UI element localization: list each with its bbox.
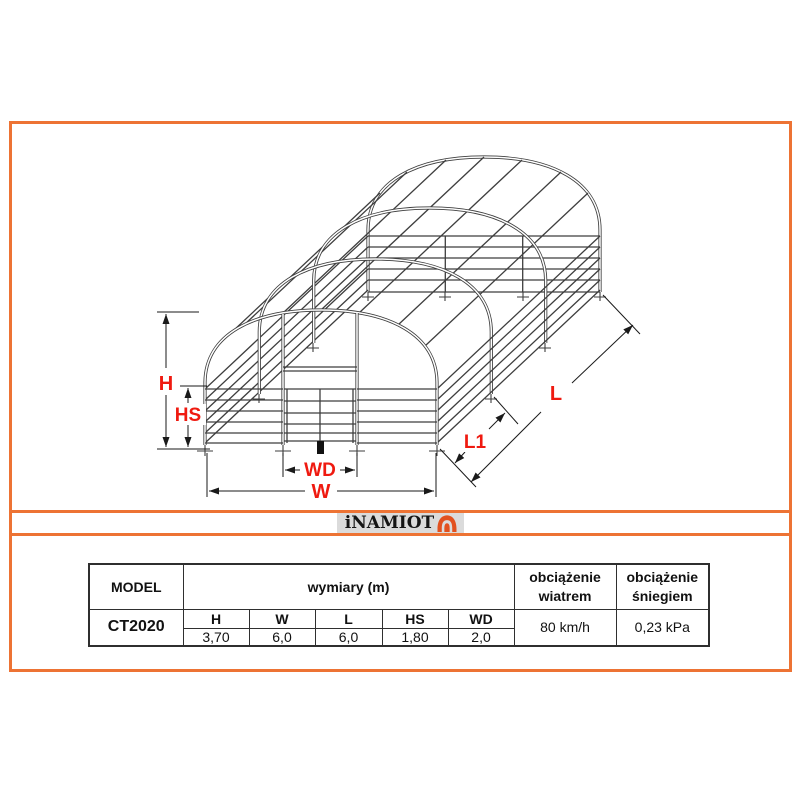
snow-value-cell: 0,23 kPa — [616, 609, 709, 646]
dimension-lines — [154, 295, 640, 503]
dim-label-hs: HS — [174, 405, 202, 426]
model-header-cell: MODEL — [89, 564, 183, 609]
spec-sheet-frame — [9, 121, 792, 672]
snow-header-cell: obciążenie śniegiem — [616, 564, 709, 609]
wind-header-cell: obciążenie wiatrem — [514, 564, 616, 609]
dim-value-w: 6,0 — [249, 628, 315, 646]
dim-label-wd: WD — [304, 460, 336, 481]
dim-value-h: 3,70 — [183, 628, 249, 646]
diagram-section — [12, 124, 789, 510]
divider-bottom — [12, 533, 789, 536]
dim-col-l: L — [315, 609, 382, 628]
ground-anchor — [317, 441, 324, 454]
right-wall-rails — [437, 236, 600, 443]
dim-label-w: W — [311, 481, 331, 503]
model-value-cell: CT2020 — [89, 609, 183, 646]
brand-logo — [337, 513, 464, 533]
dimensions-header-cell: wymiary (m) — [183, 564, 514, 609]
spec-table — [88, 563, 710, 647]
logo-strip — [12, 513, 789, 533]
dim-col-wd: WD — [448, 609, 514, 628]
logo-text: iNAMIOT — [344, 513, 435, 533]
dim-col-hs: HS — [382, 609, 448, 628]
wind-value-cell: 80 km/h — [514, 609, 616, 646]
tent-frame-diagram — [12, 124, 789, 510]
dim-value-l: 6,0 — [315, 628, 382, 646]
dim-col-h: H — [183, 609, 249, 628]
roof-purlins — [217, 157, 588, 346]
dim-label-h: H — [158, 373, 174, 395]
dim-col-w: W — [249, 609, 315, 628]
tent-logo-icon — [436, 514, 458, 533]
dim-value-hs: 1,80 — [382, 628, 448, 646]
dim-label-l1: L1 — [463, 432, 487, 453]
dim-value-wd: 2,0 — [448, 628, 514, 646]
dim-label-l: L — [549, 383, 563, 405]
